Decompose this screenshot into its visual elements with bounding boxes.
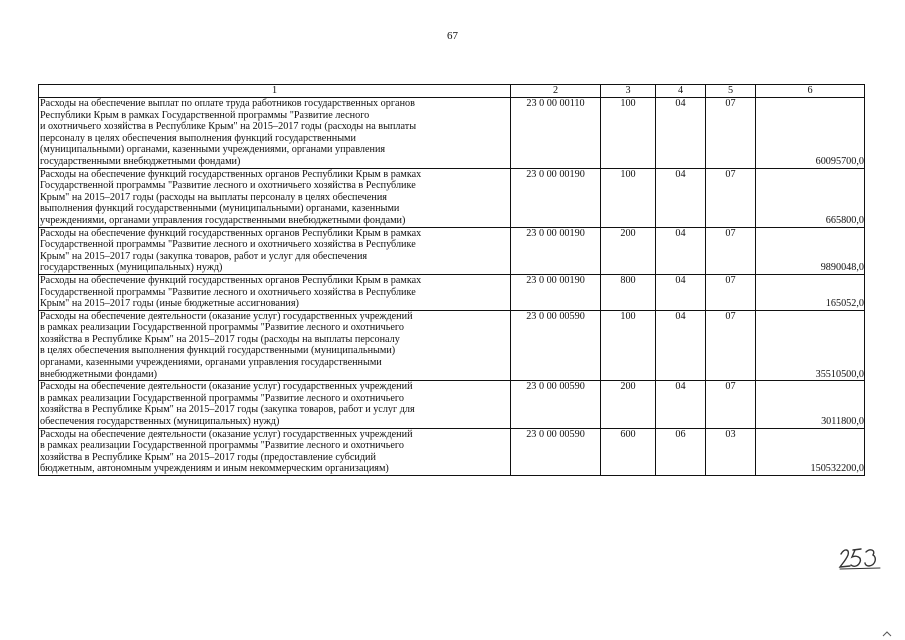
- row-expense-type: 200: [601, 227, 656, 274]
- table-row: [39, 227, 865, 274]
- row-target-code: 23 0 00 00190: [511, 274, 601, 310]
- table-row: [39, 381, 865, 428]
- row-subsection: 07: [706, 274, 756, 310]
- budget-table: [38, 84, 865, 476]
- row-subsection: 07: [706, 310, 756, 381]
- row-description: Расходы на обеспечение функций государственных органов Республики Крым в рамках Государственной программы "Развитие лесного и охотничьего хозяйства в Республике Крым" на 2015–2017 годы (закупка товаров, работ и услуг для обеспечения государственных (муниципальных) нужд): [39, 227, 511, 274]
- row-expense-type: 100: [601, 168, 656, 227]
- table-row: [39, 98, 865, 169]
- row-subsection: 07: [706, 227, 756, 274]
- row-target-code: 23 0 00 00190: [511, 168, 601, 227]
- column-number-4: 4: [656, 85, 706, 98]
- table-row: [39, 310, 865, 381]
- handwritten-page-mark: [838, 546, 882, 570]
- row-amount: 665800,0: [756, 168, 865, 227]
- row-description: Расходы на обеспечение деятельности (оказание услуг) государственных учреждений в рамках реализации Государственной программы "Развитие лесного и охотничьего хозяйства в Республике Крым" на 2015–2017 годы (предоставление субсидий бюджетным, автономным учреждениям и иным некоммерческим организациям): [39, 428, 511, 475]
- row-section: 04: [656, 227, 706, 274]
- table-row: [39, 428, 865, 475]
- column-number-6: 6: [756, 85, 865, 98]
- row-section: 04: [656, 274, 706, 310]
- table-header-row: [39, 85, 865, 98]
- row-description: Расходы на обеспечение функций государственных органов Республики Крым в рамках Государственной программы "Развитие лесного и охотничьего хозяйства в Республике Крым" на 2015–2017 годы (иные бюджетные ассигнования): [39, 274, 511, 310]
- table-row: [39, 274, 865, 310]
- row-target-code: 23 0 00 00590: [511, 428, 601, 475]
- row-section: 04: [656, 310, 706, 381]
- row-section: 06: [656, 428, 706, 475]
- row-section: 04: [656, 168, 706, 227]
- row-subsection: 03: [706, 428, 756, 475]
- row-amount: 3011800,0: [756, 381, 865, 428]
- row-expense-type: 600: [601, 428, 656, 475]
- table-row: [39, 168, 865, 227]
- row-target-code: 23 0 00 00590: [511, 381, 601, 428]
- row-target-code: 23 0 00 00590: [511, 310, 601, 381]
- row-target-code: 23 0 00 00190: [511, 227, 601, 274]
- row-expense-type: 100: [601, 98, 656, 169]
- row-amount: 165052,0: [756, 274, 865, 310]
- row-expense-type: 100: [601, 310, 656, 381]
- row-amount: 60095700,0: [756, 98, 865, 169]
- column-number-3: 3: [601, 85, 656, 98]
- row-subsection: 07: [706, 98, 756, 169]
- row-description: Расходы на обеспечение деятельности (оказание услуг) государственных учреждений в рамках реализации Государственной программы "Развитие лесного и охотничьего хозяйства в Республике Крым" на 2015–2017 годы (закупка товаров, работ и услуг для обеспечения государственных (муниципальных) нужд): [39, 381, 511, 428]
- row-subsection: 07: [706, 168, 756, 227]
- row-section: 04: [656, 381, 706, 428]
- row-amount: 150532200,0: [756, 428, 865, 475]
- row-subsection: 07: [706, 381, 756, 428]
- column-number-2: 2: [511, 85, 601, 98]
- column-number-5: 5: [706, 85, 756, 98]
- row-description: Расходы на обеспечение выплат по оплате труда работников государственных органов Республики Крым в рамках Государственной программы "Развитие лесного и охотничьего хозяйства в Республике Крым" на 2015–2017 годы (расходы на выплаты персоналу в целях обеспечения выполнения функций государственными (муниципальными) органами, казенными учреждениями, органами управления государственными внебюджетными фондами): [39, 98, 511, 169]
- row-amount: 9890048,0: [756, 227, 865, 274]
- corner-tick-mark: [882, 630, 894, 638]
- row-description: Расходы на обеспечение деятельности (оказание услуг) государственных учреждений в рамках реализации Государственной программы "Развитие лесного и охотничьего хозяйства в Республике Крым" на 2015–2017 годы (расходы на выплаты персоналу в целях обеспечения выполнения функций государственными (муниципальными) органами, казенными учреждениями, органами управления государственными внебюджетными фондами): [39, 310, 511, 381]
- row-amount: 35510500,0: [756, 310, 865, 381]
- page-number: 67: [447, 30, 458, 42]
- column-number-1: 1: [39, 85, 511, 98]
- row-expense-type: 200: [601, 381, 656, 428]
- row-section: 04: [656, 98, 706, 169]
- row-description: Расходы на обеспечение функций государственных органов Республики Крым в рамках Государственной программы "Развитие лесного и охотничьего хозяйства в Республике Крым" на 2015–2017 годы (расходы на выплаты персоналу в целях обеспечения выполнения функций государственными (муниципальными) органами, казенными учреждениями, органами управления государственными внебюджетными фондами): [39, 168, 511, 227]
- row-expense-type: 800: [601, 274, 656, 310]
- row-target-code: 23 0 00 00110: [511, 98, 601, 169]
